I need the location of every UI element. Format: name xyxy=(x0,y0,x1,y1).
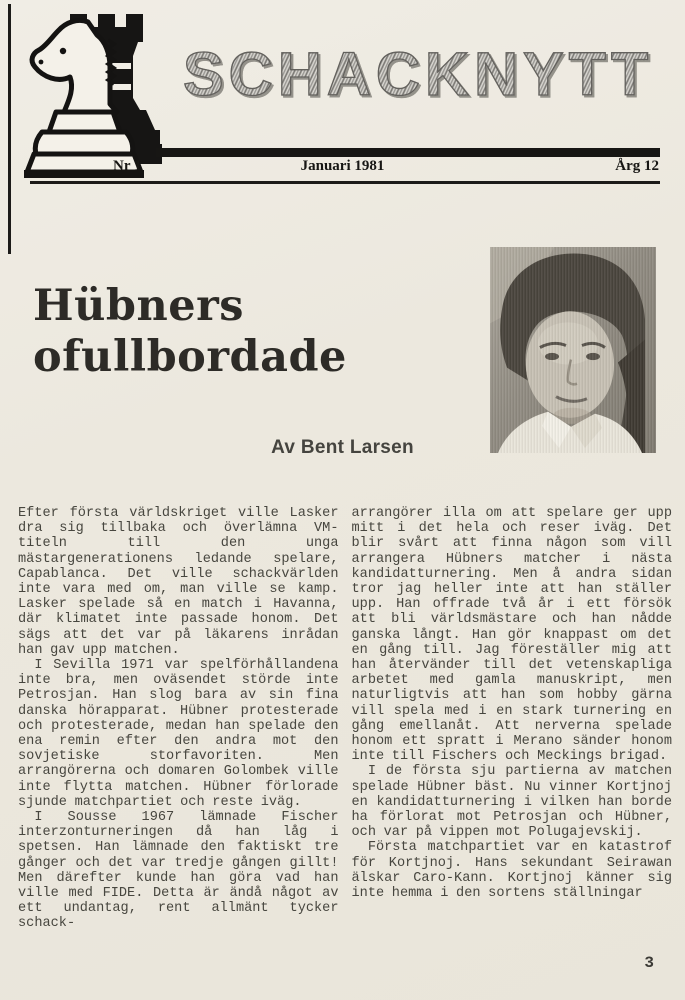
scan-edge-artifact xyxy=(8,4,11,254)
left-column xyxy=(18,506,339,932)
portrait-photo xyxy=(490,247,656,453)
issue-volume: Årg 12 xyxy=(615,158,659,174)
masthead-thin-rule xyxy=(30,181,660,184)
article-headline xyxy=(33,281,347,383)
headline-line-1: Hübners xyxy=(33,281,244,331)
page-number: 3 xyxy=(644,954,654,972)
paragraph: I Sousse 1967 lämnade Fischer interzonturneringen då han låg i spetsen. Han lämnade den faktiskt tre gånger och det var tredje gången gillt! Men därefter kunde han göra vad han ville med FIDE. Detta är ändå något av ett undantag, rent allmänt tycker schack- xyxy=(18,810,339,932)
issue-date: Januari 1981 xyxy=(300,158,385,174)
byline: Av Bent Larsen xyxy=(271,437,414,458)
paragraph: I Sevilla 1971 var spelförhållandena inte bra, men oväsendet störde inte Petrosjan. Han slog bara av sin fina danska hörapparat. Hübner protesterade och protesterade, medan han spelade den ena remin efter den andra mot den sovjetiske storfavoriten. Men arrangörerna och domaren Golombek ville inte flytta matchen. Hübner förlorade sjunde matchpartiet och reste iväg. xyxy=(18,658,339,810)
headline-line-2: ofullbordade xyxy=(33,332,347,382)
article-body xyxy=(18,506,672,932)
masthead-thick-rule xyxy=(156,148,660,157)
magazine-title: SCHACKNYTT xyxy=(183,40,654,108)
paragraph: arrangörer illa om att spelare ger upp mitt i det hela och reser iväg. Det blir svårt att finna någon som vill arrangera Hübners matcher i nästa kandidatturnering. Men å andra sidan tror jag heller inte att han ställer upp. Han offrade två år i ett försök att bli världsmästare och han nådde ganska långt. Han gör knappast om det en gång till. Jag föreställer mig att han återvänder till det vetenskapliga arbetet med gamla manuskript, men naturligtvis att han som hobby gärna vill spela med i en stark turnering en gång emellanåt. Att nerverna spelade honom ett spratt i Merano sänder honom inte till Fischers och Meckings brigad. xyxy=(351,506,672,765)
paragraph: Efter första världskriget ville Lasker dra sig tillbaka och överlämna VM-titeln till den unga mästargenerationens ledande spelare, Capablanca. Det ville schackvärlden inte vara med om, man ville se kamp. Lasker spelade så en match i Havanna, där klimatet inte passade honom. Det sägs att det var på läkarens inrådan han gav upp matchen. xyxy=(18,506,339,658)
right-column xyxy=(352,506,673,932)
paragraph: Första matchpartiet var en katastrof för Kortjnoj. Hans sekundant Seirawan älskar Caro-Kann. Kortjnoj känner sig inte hemma i den sortens ställningar xyxy=(351,840,672,902)
paragraph: I de första sju partierna av matchen spelade Hübner bäst. Nu vinner Kortjnoj en kandidatturnering i vilken han borde ha förlorat mot Petrosjan och Hübner, och var på vippen mot Polugajevskij. xyxy=(351,764,672,841)
issue-number: Nr 1 xyxy=(113,158,142,174)
